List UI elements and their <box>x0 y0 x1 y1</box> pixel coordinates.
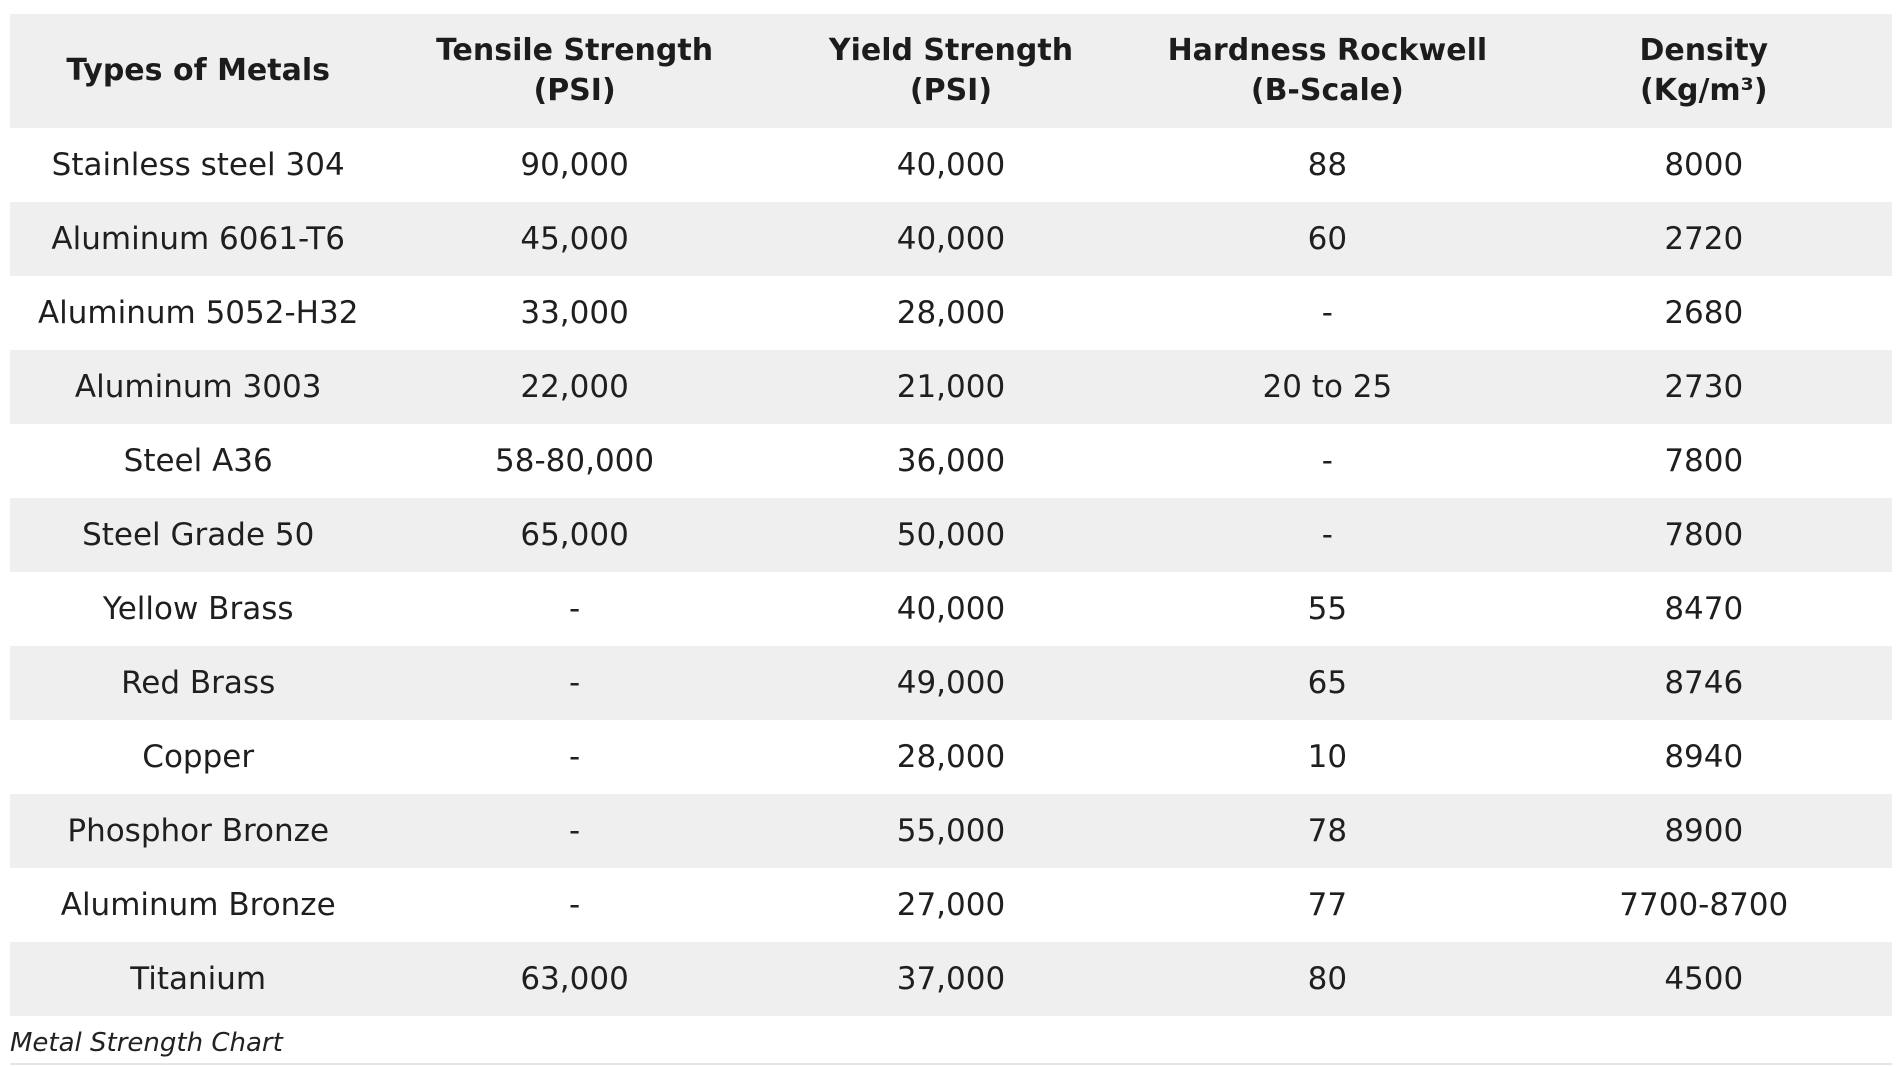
tensile-strength-cell: 33,000 <box>520 295 629 331</box>
yield-strength-cell: 50,000 <box>896 517 1006 553</box>
hardness-cell: - <box>1321 443 1333 479</box>
header-tensile-strength-line-2: (PSI) <box>533 73 616 108</box>
header-metal-type-line-1: Types of Metals <box>66 53 330 88</box>
yield-strength-cell: 27,000 <box>896 887 1006 923</box>
yield-strength-cell: 36,000 <box>896 443 1006 479</box>
table-row <box>10 350 1892 424</box>
bottom-divider <box>10 1063 1892 1065</box>
density-cell: 2720 <box>1664 221 1744 257</box>
hardness-cell: 20 to 25 <box>1262 369 1393 405</box>
tensile-strength-cell: 90,000 <box>520 147 629 183</box>
table-row <box>10 646 1892 720</box>
tensile-strength-cell: 22,000 <box>520 369 629 405</box>
tensile-strength-cell: - <box>568 591 581 627</box>
metal-type-cell: Phosphor Bronze <box>67 813 330 849</box>
hardness-cell: 80 <box>1307 961 1348 997</box>
hardness-cell: 10 <box>1307 739 1348 775</box>
metal-type-cell: Copper <box>142 739 255 775</box>
table-row <box>10 942 1892 1016</box>
table-row <box>10 498 1892 572</box>
tensile-strength-cell: - <box>568 665 581 701</box>
yield-strength-cell: 28,000 <box>896 295 1006 331</box>
density-cell: 8470 <box>1664 591 1744 627</box>
density-cell: 8940 <box>1664 739 1744 775</box>
header-metal-type <box>10 14 386 128</box>
density-cell: 8900 <box>1664 813 1744 849</box>
hardness-cell: - <box>1321 517 1333 553</box>
metal-type-cell: Yellow Brass <box>102 591 294 627</box>
metal-type-cell: Aluminum 5052-H32 <box>37 295 359 331</box>
density-cell: 7800 <box>1664 443 1744 479</box>
yield-strength-cell: 28,000 <box>896 739 1006 775</box>
metal-type-cell: Aluminum Bronze <box>60 887 336 923</box>
hardness-cell: 88 <box>1307 147 1348 183</box>
tensile-strength-cell: 63,000 <box>520 961 629 997</box>
table-row <box>10 202 1892 276</box>
tensile-strength-cell: - <box>568 887 581 923</box>
density-cell: 7800 <box>1664 517 1744 553</box>
hardness-cell: 77 <box>1307 887 1348 923</box>
header-density <box>1516 14 1892 128</box>
hardness-cell: - <box>1321 295 1333 331</box>
header-yield-strength-line-1: Yield Strength <box>828 33 1074 68</box>
header-yield-strength <box>763 14 1139 128</box>
density-cell: 8000 <box>1664 147 1744 183</box>
header-tensile-strength-line-1: Tensile Strength <box>436 33 714 68</box>
metal-type-cell: Steel Grade 50 <box>82 517 315 553</box>
metal-strength-table <box>10 14 1892 1016</box>
yield-strength-cell: 55,000 <box>896 813 1006 849</box>
table-row <box>10 868 1892 942</box>
metal-strength-table-container <box>10 14 1892 1016</box>
density-cell: 2730 <box>1664 369 1744 405</box>
table-caption: Metal Strength Chart <box>10 1028 283 1058</box>
hardness-cell: 60 <box>1307 221 1348 257</box>
header-density-line-2: (Kg/m³) <box>1640 73 1768 108</box>
header-tensile-strength <box>386 14 762 128</box>
metal-type-cell: Stainless steel 304 <box>51 147 345 183</box>
header-hardness-rockwell-line-2: (B-Scale) <box>1250 73 1404 108</box>
metal-type-cell: Aluminum 3003 <box>74 369 322 405</box>
density-cell: 2680 <box>1664 295 1744 331</box>
table-row <box>10 572 1892 646</box>
metal-type-cell: Steel A36 <box>123 443 273 479</box>
yield-strength-cell: 40,000 <box>896 221 1006 257</box>
hardness-cell: 78 <box>1307 813 1348 849</box>
table-header <box>10 14 1892 128</box>
density-cell: 7700-8700 <box>1619 887 1789 923</box>
density-cell: 8746 <box>1664 665 1744 701</box>
yield-strength-cell: 37,000 <box>896 961 1006 997</box>
metal-type-cell: Titanium <box>130 961 267 997</box>
table-row <box>10 720 1892 794</box>
density-cell: 4500 <box>1664 961 1744 997</box>
table-body <box>10 128 1892 1016</box>
yield-strength-cell: 49,000 <box>896 665 1006 701</box>
tensile-strength-cell: 65,000 <box>520 517 629 553</box>
hardness-cell: 65 <box>1307 665 1348 701</box>
tensile-strength-cell: 45,000 <box>520 221 629 257</box>
table-row <box>10 424 1892 498</box>
tensile-strength-cell: - <box>568 739 581 775</box>
metal-type-cell: Aluminum 6061-T6 <box>51 221 345 257</box>
yield-strength-cell: 40,000 <box>896 147 1006 183</box>
yield-strength-cell: 21,000 <box>896 369 1006 405</box>
header-row <box>10 14 1892 128</box>
table-row <box>10 794 1892 868</box>
header-density-line-1: Density <box>1639 33 1769 68</box>
table-row <box>10 128 1892 202</box>
header-hardness-rockwell-line-1: Hardness Rockwell <box>1167 33 1488 68</box>
tensile-strength-cell: - <box>568 813 581 849</box>
table-row <box>10 276 1892 350</box>
hardness-cell: 55 <box>1307 591 1348 627</box>
tensile-strength-cell: 58-80,000 <box>495 443 655 479</box>
metal-type-cell: Red Brass <box>121 665 276 701</box>
header-hardness-rockwell <box>1139 14 1515 128</box>
header-yield-strength-line-2: (PSI) <box>909 73 993 108</box>
yield-strength-cell: 40,000 <box>896 591 1006 627</box>
